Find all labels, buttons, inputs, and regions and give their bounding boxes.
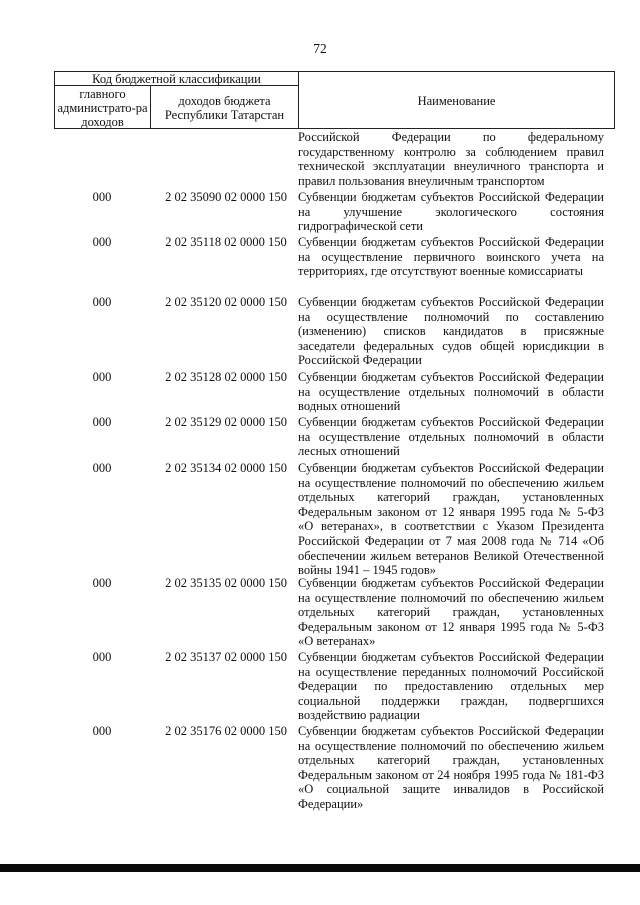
admin-code: 000 (92, 370, 112, 384)
admin-code: 000 (92, 295, 112, 309)
scan-edge-bar (0, 864, 640, 872)
item-name: Субвенции бюджетам субъектов Российской Федерации на осуществление полномочий по обеспечению жильем отдельных категорий граждан, установленных Федеральным законом от 12 января 1995 года № 5-ФЗ «О ветеранах» (298, 576, 604, 649)
item-name: Российской Федерации по федеральному государственному контролю за соблюдением правил технической эксплуатации внеуличного транспорта и правил пользования внеуличным транспортом (298, 130, 604, 188)
page-number: 72 (313, 41, 327, 56)
income-code: 2 02 35128 02 0000 150 (165, 370, 287, 384)
item-name: Субвенции бюджетам субъектов Российской Федерации на осуществление первичного воинского учета на территориях, где отсутствуют военные комиссариаты (298, 235, 604, 279)
item-name: Субвенции бюджетам субъектов Российской Федерации на осуществление полномочий по обеспечению жильем отдельных категорий граждан, установленных Федеральным законом от 24 ноября 1995 года № 181-ФЗ «О социальной защите инвалидов в Российской Федерации» (298, 724, 604, 811)
admin-column-header (55, 86, 151, 129)
admin-code: 000 (92, 576, 112, 590)
code-group-header: Код бюджетной классификации (55, 72, 299, 86)
item-name: Субвенции бюджетам субъектов Российской Федерации на осуществление полномочий по обеспечению жильем отдельных категорий граждан, установленных Федеральным законом от 12 января 1995 года № 5-ФЗ «О ветеранах», в соответствии с Указом Президента Российской Федерации от 7 мая 2008 года № 714 «Об обеспечении жильем ветеранов Великой Отечественной войны 1941 – 1945 годов» (298, 461, 604, 578)
admin-code: 000 (92, 235, 112, 249)
table-header (54, 71, 615, 129)
income-code: 2 02 35135 02 0000 150 (165, 576, 287, 590)
admin-code: 000 (92, 190, 112, 204)
income-column-label: доходов бюджета Республики Татарстан (164, 93, 285, 122)
income-code: 2 02 35120 02 0000 150 (165, 295, 287, 309)
admin-code: 000 (92, 650, 112, 664)
income-code: 2 02 35134 02 0000 150 (165, 461, 287, 475)
name-column-header (299, 72, 614, 129)
income-code: 2 02 35129 02 0000 150 (165, 415, 287, 429)
income-code: 2 02 35118 02 0000 150 (165, 235, 287, 249)
item-name: Субвенции бюджетам субъектов Российской Федерации на осуществление отдельных полномочий в области водных отношений (298, 370, 604, 414)
admin-code: 000 (92, 724, 112, 738)
admin-column-label: главного администрато-ра доходов (57, 86, 148, 129)
admin-code: 000 (92, 461, 112, 475)
item-name: Субвенции бюджетам субъектов Российской Федерации на осуществление полномочий по составлению (изменению) списков кандидатов в присяжные заседатели федеральных судов общей юрисдикции в Российской Федерации (298, 295, 604, 368)
income-code: 2 02 35176 02 0000 150 (165, 724, 287, 738)
income-code: 2 02 35137 02 0000 150 (165, 650, 287, 664)
income-column-header (151, 86, 299, 129)
item-name: Субвенции бюджетам субъектов Российской Федерации на осуществление переданных полномочий Российской Федерации по предоставлению отдельных мер социальной поддержки граждан, подвергшихся воздействию радиации (298, 650, 604, 723)
item-name: Субвенции бюджетам субъектов Российской Федерации на улучшение экологического состояния гидрографической сети (298, 190, 604, 234)
item-name: Субвенции бюджетам субъектов Российской Федерации на осуществление отдельных полномочий в области лесных отношений (298, 415, 604, 459)
admin-code: 000 (92, 415, 112, 429)
income-code: 2 02 35090 02 0000 150 (165, 190, 287, 204)
name-column-label: Наименование (417, 93, 496, 108)
